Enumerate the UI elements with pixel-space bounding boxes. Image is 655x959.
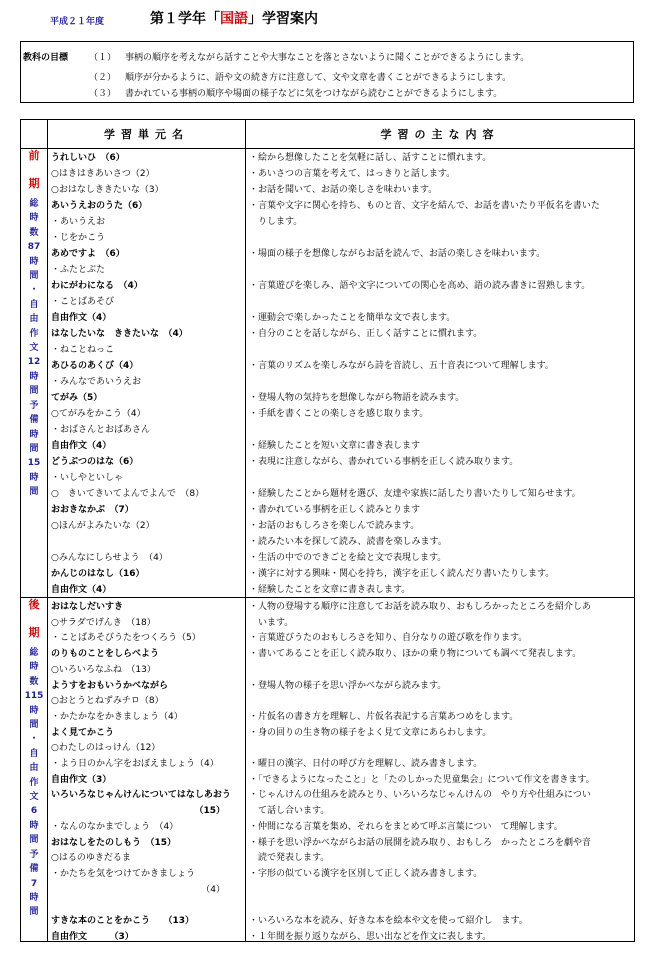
term-detail-char: 由 <box>29 763 39 774</box>
term-detail-char: 自 <box>29 299 39 310</box>
content-line: ・経験したことを文章に書き表します。 <box>249 585 411 595</box>
content-line: ・様子を思い浮かべながらお話の展開を読み取り、おもしろ かったところを劇や音 <box>249 837 592 848</box>
term-detail-char: ・ <box>29 734 39 745</box>
unit-line: どうぶつのはな（6） <box>51 457 139 467</box>
content-line: ・自分のことを話しながら、正しく話すことに慣れます。 <box>249 329 483 339</box>
unit-line: よく見てかこう <box>51 727 115 738</box>
unit-line: おはなしをたのしもう （15） <box>51 837 177 848</box>
page-header <box>0 8 655 28</box>
term-detail-char: 時 <box>29 472 39 483</box>
page-title: 第１学年「国語」学習案内 <box>150 11 318 27</box>
content-line: ・場面の様子を想像しながらお話を読んで、お話の楽しさを味わいます。 <box>249 249 546 259</box>
term-detail-char: 時 <box>29 705 39 716</box>
term2-label <box>21 598 48 942</box>
term-detail-char: 間 <box>29 835 39 846</box>
unit-line: （15） <box>194 806 225 817</box>
unit-line: 自由作文（4） <box>51 313 112 323</box>
units-header: 学習単元名 <box>48 120 246 149</box>
content-line: ・言葉遊びを楽しみ、語や文字についての関心を高め、語の読み書きに習熟します。 <box>249 281 591 291</box>
unit-line: のりものことをしらべよう <box>51 649 160 660</box>
content-line: りします。 <box>249 217 303 227</box>
content-line: ・「できるようになったこと」と「たのしかった児童集会」について作文を書きます。 <box>249 774 595 785</box>
term-detail-char: 時 <box>29 662 39 673</box>
content-line: ・書いてあることを正しく読み取り、ほかの乗り物についても調べて発表します。 <box>249 649 582 660</box>
content-line: ・言葉や文字に関心を持ち、ものと音、文字を結んで、お話を書いたり平仮名を書いた <box>249 201 600 211</box>
term-detail-char: 時 <box>29 213 39 224</box>
term-detail-char: 15 <box>27 458 41 469</box>
unit-line: ・じをかこう <box>51 233 106 243</box>
unit-line: ・みんなであいうえお <box>51 377 142 387</box>
content-line: ・言葉遊びうたのおもしろさを知り、自分なりの遊び歌を作ります。 <box>249 633 528 644</box>
unit-line: いろいろなじゃんけんについてはなしあおう <box>51 790 231 801</box>
subject-goals-box: 教科の目標 （１） 事柄の順序を考えながら話すことや大事なことを落とさないように聞くことができるようにします。 （２） 順序が分かるように、語や文の続き方に注意して、文や文章を書くことができるようにします。 （３） 書かれている事柄の順序や場面の様子などに気をつけながら読むことができるようにします。 <box>20 41 634 103</box>
unit-line: 自由作文（4） <box>51 441 112 451</box>
content-line: ・１年間を振り返りながら、思い出などを作文に表します。 <box>249 931 492 942</box>
unit-line: ・ことばあそびうたをつくろう（5） <box>51 633 201 644</box>
unit-line: ○はきはきあいさつ（2） <box>51 169 155 179</box>
term-detail-char: 115 <box>24 691 44 702</box>
unit-line: すきな本のことをかこう （13） <box>51 916 195 926</box>
unit-line: ・なんのなかまでしょう （4） <box>51 821 179 832</box>
unit-line: 自由作文（3） <box>51 774 112 785</box>
content-line: ・片仮名の書き方を理解し、片仮名表記する言葉あつめをします。 <box>249 711 519 722</box>
term1-label <box>21 149 48 598</box>
unit-line: ・かたかなをかきましょう（4） <box>51 711 183 722</box>
term2-contents <box>246 598 635 942</box>
unit-line: てがみ（5） <box>51 393 103 403</box>
term-detail-char: 間 <box>29 271 39 282</box>
unit-line: ○はるのゆきだるま <box>51 853 131 864</box>
subject-name: 国語 <box>220 11 248 27</box>
unit-line: おはなしだいすき <box>51 602 124 612</box>
term-name-char: 期 <box>28 626 40 639</box>
unit-line: ○てがみをかこう（4） <box>51 409 146 419</box>
content-line: ・仲間になる言葉を集め、それらをまとめて呼ぶ言葉につい て理解します。 <box>249 821 563 832</box>
unit-line: （4） <box>201 884 225 895</box>
content-line: ・言葉のリズムを楽しみながら詩を音読し、五十音表について理解します。 <box>249 361 554 371</box>
content-line: ・生活の中でのできごとを絵と文で表現します。 <box>249 553 447 563</box>
term-detail-char: 由 <box>29 314 39 325</box>
term-detail-char: 作 <box>29 328 39 339</box>
unit-line: ・かたちを気をつけてかきましょう <box>51 868 196 879</box>
content-line: ・表現に注意しながら、書かれている事柄を正しく読み取ります。 <box>249 457 519 467</box>
table-header-row <box>21 120 635 149</box>
unit-line: ・あいうえお <box>51 217 106 227</box>
goals-label: 教科の目標 <box>23 53 69 63</box>
term-detail-char: 文 <box>29 792 39 803</box>
content-line: ・じゃんけんの仕組みを読みとり、いろいろなじゃんけんの やり方や仕組みについ <box>249 790 591 801</box>
term-detail-char: 数 <box>29 676 39 687</box>
term-detail-char: 予 <box>29 400 39 411</box>
unit-line: あひるのあくび（4） <box>51 361 139 371</box>
unit-line: ようすをおもいうかべながら <box>51 680 169 691</box>
content-line: ・あいさつの言葉を考えて、はっきりと話します。 <box>249 169 456 179</box>
term-detail-char: 間 <box>29 443 39 454</box>
unit-line: ○みんなにしらせよう （4） <box>51 553 168 563</box>
term-detail-char: 備 <box>29 415 39 426</box>
curriculum-table <box>20 119 635 942</box>
content-line: います。 <box>249 617 294 628</box>
content-line: ・運動会で楽しかったことを簡単な文で表します。 <box>249 313 456 323</box>
term2-units <box>48 598 246 942</box>
term2-row <box>21 598 635 942</box>
term-detail-char: 時 <box>29 371 39 382</box>
content-line: ・登場人物の様子を思い浮かべながら読みます。 <box>249 680 447 691</box>
term1-units <box>48 149 246 598</box>
term-detail-char: 総 <box>29 648 39 658</box>
unit-line: ・よう日のかん字をおぼえましょう（4） <box>51 759 219 769</box>
term-detail-char: ・ <box>29 285 39 296</box>
unit-line: ○ きいてきいてよんでよんで （8） <box>51 489 205 499</box>
unit-line: ・いしやといしゃ <box>51 473 124 483</box>
term-name-char: 後 <box>28 598 40 611</box>
term1-contents <box>246 149 635 598</box>
term-detail-char: 6 <box>30 806 38 817</box>
content-line: ・読みたい本を探して読み、読書を楽しみます。 <box>249 537 447 547</box>
unit-line: ・ことばあそび <box>51 297 115 307</box>
content-line: ・曜日の漢字、日付の呼び方を理解し、読み書きします。 <box>249 759 483 769</box>
term-detail-char: 時 <box>29 892 39 903</box>
term-detail-char: 間 <box>29 386 39 397</box>
term-detail-char: 時 <box>29 256 39 267</box>
corner-cell <box>21 120 48 149</box>
term1-row <box>21 149 635 598</box>
term-detail-char: 備 <box>29 864 39 875</box>
term-detail-char: 数 <box>29 227 39 238</box>
content-line: ・いろいろな本を読み、好きな本を絵本や文を使って紹介し ます。 <box>249 916 528 926</box>
content-line: ・登場人物の気持ちを想像しながら物語を読みます。 <box>249 393 465 403</box>
unit-line: おおきなかぶ （7） <box>51 505 134 515</box>
unit-line: ・おばさんとおばあさん <box>51 425 151 435</box>
term-detail-char: 作 <box>29 777 39 788</box>
unit-line: ・ふたとぶた <box>51 265 106 275</box>
term-detail-char: 7 <box>30 878 38 889</box>
unit-line: かんじのはなし（16） <box>51 569 145 579</box>
term-detail-char: 文 <box>29 343 39 354</box>
content-line: ・身の回りの生き物の様子をよく見て文章にあらわします。 <box>249 727 492 738</box>
term-detail-char: 時 <box>29 820 39 831</box>
term-detail-char: 自 <box>29 748 39 759</box>
content-line: ・お話のおもしろさを楽しんで読みます。 <box>249 521 420 531</box>
content-line: て話し合います。 <box>249 806 330 817</box>
unit-line: ○おとうとねずみチロ（8） <box>51 696 164 707</box>
content-line: ・手紙を書くことの楽しさを感じ取ります。 <box>249 409 429 419</box>
content-line: ・絵から想像したことを気軽に話し、話すことに慣れます。 <box>249 153 492 163</box>
content-line: ・書かれている事柄を正しく読みとります <box>249 505 421 515</box>
unit-line: 自由作文（4） <box>51 585 112 595</box>
term-detail-char: 間 <box>29 907 39 918</box>
unit-line: ○ほんがよみたいな（2） <box>51 521 155 531</box>
content-line: ・お話を聞いて、お話の楽しさを味わいます。 <box>249 185 438 195</box>
content-line: ・人物の登場する順序に注意してお話を読み取り、おもしろかったところを紹介しあ <box>249 602 592 612</box>
unit-line: ○いろいろなふね （13） <box>51 664 156 675</box>
term-name-char: 前 <box>28 149 40 162</box>
term-detail-char: 間 <box>29 487 39 498</box>
term-detail-char: 間 <box>29 720 39 731</box>
term-detail-char: 12 <box>27 357 41 368</box>
term-detail-char: 87 <box>27 242 41 253</box>
unit-line: ○わたしのはっけん（12） <box>51 743 161 754</box>
unit-line: あめですよ （6） <box>51 249 125 259</box>
term-detail-char: 時 <box>29 429 39 440</box>
unit-line: ○おはなしききたいな（3） <box>51 185 164 195</box>
contents-header: 学習の主な内容 <box>246 120 635 149</box>
unit-line: あいうえおのうた（6） <box>51 201 148 211</box>
school-year: 平成２１年度 <box>50 17 105 27</box>
unit-line: わにがわになる （4） <box>51 281 143 291</box>
unit-line: 自由作文 （3） <box>51 931 134 942</box>
term-detail-char: 予 <box>29 849 39 860</box>
unit-line: うれしいひ （6） <box>51 153 125 163</box>
content-line: ・漢字に対する興味・関心を持ち，漢字を正しく読んだり書いたりします。 <box>249 569 555 579</box>
content-line: ・経験したことを短い文章に書き表します <box>249 441 421 451</box>
unit-line: ○サラダでげんき （18） <box>51 617 156 628</box>
term-name-char: 期 <box>28 177 40 190</box>
content-line: ・経験したことから題材を選び、友達や家族に話したり書いたりして知らせます。 <box>249 489 581 499</box>
unit-line: はなしたいな ききたいな （4） <box>51 329 188 339</box>
content-line: ・字形の似ている漢字を区別して正しく読み書きします。 <box>249 868 483 879</box>
unit-line: ・ねことねっこ <box>51 345 115 355</box>
term-detail-char: 総 <box>29 199 39 209</box>
content-line: 読で発表します。 <box>249 853 330 864</box>
